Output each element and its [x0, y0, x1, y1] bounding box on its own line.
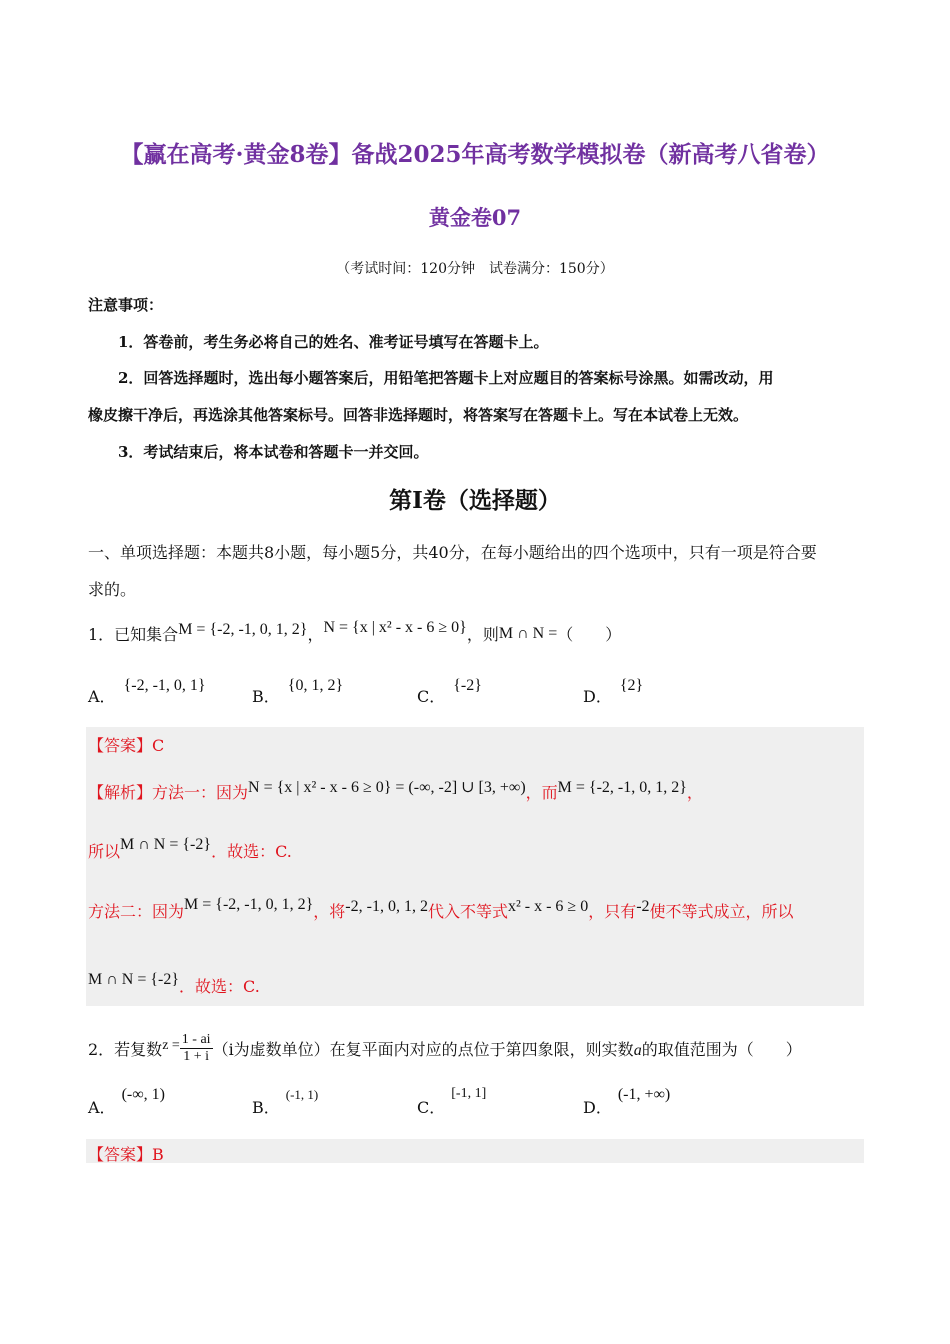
q1-method2-val: -2: [636, 898, 650, 915]
q1-line2-end: ．故选：C.: [211, 842, 292, 861]
q2-option-c-value: [-1, 1]: [451, 1086, 487, 1101]
q1-method2-m: M = {-2, -1, 0, 1, 2}: [184, 896, 314, 913]
q1-method1-m: M = {-2, -1, 0, 1, 2}: [557, 779, 687, 796]
q1-analysis-label: 【解析】: [88, 783, 153, 802]
q2-option-a[interactable]: [88, 1086, 165, 1118]
q1-method1-mid: ，而: [525, 783, 558, 802]
q2-z-eq: z =: [162, 1038, 180, 1053]
question-1: [88, 619, 622, 645]
exam-subtitle: 黄金卷07: [428, 205, 522, 230]
section-instructions-line2: 求的。: [88, 580, 137, 599]
q1-option-b[interactable]: [252, 677, 344, 707]
q1-method1-n: N = {x | x² - x - 6 ≥ 0} = (-∞, -2] ∪ [3, +∞): [248, 779, 526, 796]
q2-var-a: a: [633, 1042, 642, 1059]
q1-analysis-line2: [88, 836, 292, 862]
q1-option-d[interactable]: [583, 677, 644, 707]
q2-prefix: 2．若复数: [88, 1040, 163, 1059]
exam-title: 【赢在高考·黄金8卷】备战2025年高考数学模拟卷（新高考八省卷）: [120, 141, 830, 168]
q1-analysis-line3: [88, 896, 794, 922]
q1-answer-box: [86, 727, 864, 1006]
q1-option-c-label: C．: [417, 687, 446, 706]
q1-line2-prefix: 所以: [88, 842, 121, 861]
q2-text: （i为虚数单位）在复平面内对应的点位于第四象限，则实数: [212, 1040, 634, 1059]
q1-set-n: N = {x | x² - x - 6 ≥ 0}: [323, 619, 467, 636]
q2-answer-box: [86, 1139, 864, 1163]
q1-method2-end: 使不等式成立，所以: [649, 902, 794, 921]
q2-frac-numerator: 1 - ai: [181, 1032, 211, 1047]
q1-option-a[interactable]: [88, 677, 206, 707]
q1-then: ，则: [466, 625, 499, 644]
q2-text-end: 的取值范围为（ ）: [641, 1040, 802, 1059]
q1-answer-label: 【答案】: [88, 736, 153, 755]
q1-option-c-value: {-2}: [453, 677, 482, 694]
q2-option-a-label: A．: [88, 1098, 116, 1117]
notice-item-3: 3．考试结束后，将本试卷和答题卡一并交回。: [118, 443, 429, 461]
q1-comma: ，: [307, 625, 324, 644]
q1-answer-value: C: [152, 736, 165, 755]
q2-option-b[interactable]: [252, 1087, 319, 1118]
q1-set-m: M = {-2, -1, 0, 1, 2}: [178, 621, 308, 638]
q1-method1-text: 方法一：因为: [152, 783, 249, 802]
q2-answer-label: 【答案】: [88, 1145, 153, 1164]
q2-option-d-label: D．: [583, 1098, 612, 1117]
q2-option-b-value: (-1, 1): [285, 1087, 319, 1102]
notice-heading: 注意事项：: [88, 296, 164, 314]
q1-method2-text: 方法二：因为: [88, 902, 185, 921]
q1-analysis-line1: [88, 780, 703, 803]
q1-option-a-value: {-2, -1, 0, 1}: [123, 677, 206, 694]
q2-fraction: [180, 1032, 213, 1065]
q1-intersect: M ∩ N =: [498, 625, 558, 642]
q1-option-d-label: D．: [583, 687, 612, 706]
q1-line4-end: ．故选：C.: [179, 977, 260, 996]
q2-answer-value: B: [152, 1145, 164, 1164]
q1-line4-math: M ∩ N = {-2}: [88, 971, 180, 988]
q2-option-b-label: B．: [252, 1098, 280, 1117]
notice-item-1: 1．答卷前，考生务必将自己的姓名、准考证号填写在答题卡上。: [118, 333, 549, 351]
q2-frac-denominator: 1 + i: [183, 1049, 210, 1064]
exam-time-note: （考试时间：120分钟 试卷满分：150分）: [336, 261, 614, 277]
q1-method2-mid1: ，将: [313, 902, 346, 921]
q1-option-a-label: A．: [88, 687, 116, 706]
q1-method1-end: ，: [686, 783, 703, 802]
q1-prefix: 1．已知集合: [88, 625, 179, 644]
q2-option-c-label: C．: [417, 1098, 446, 1117]
q1-blank: （ ）: [557, 625, 622, 644]
q1-answer: [88, 733, 164, 756]
q1-option-b-value: {0, 1, 2}: [287, 677, 344, 694]
q1-option-b-label: B．: [252, 687, 280, 706]
q1-method2-ineq: x² - x - 6 ≥ 0: [507, 898, 589, 915]
q1-analysis-line4: [88, 971, 260, 997]
section-title: 第I卷（选择题）: [389, 487, 561, 514]
q1-option-c[interactable]: [417, 677, 482, 707]
q2-option-d[interactable]: [583, 1086, 671, 1118]
section-instructions-line1: 一、单项选择题：本题共8小题，每小题5分，共40分，在每小题给出的四个选项中，只有一项是符合要: [88, 543, 817, 562]
q1-method2-mid3: ，只有: [588, 902, 637, 921]
q2-option-a-value: (-∞, 1): [121, 1086, 165, 1103]
q2-answer: [88, 1142, 164, 1165]
q2-option-d-value: (-1, +∞): [617, 1086, 671, 1103]
q1-option-d-value: {2}: [619, 677, 644, 694]
q1-line2-math: M ∩ N = {-2}: [120, 836, 212, 853]
q1-method2-vals: -2, -1, 0, 1, 2: [345, 898, 428, 915]
question-2: [88, 1034, 802, 1067]
q1-method2-mid2: 代入不等式: [427, 902, 508, 921]
notice-item-2-line2: 橡皮擦干净后，再选涂其他答案标号。回答非选择题时，将答案写在答题卡上。写在本试卷上无效。: [88, 406, 749, 424]
notice-item-2-line1: 2．回答选择题时，选出每小题答案后，用铅笔把答题卡上对应题目的答案标号涂黑。如需改动，用: [118, 369, 774, 387]
q2-option-c[interactable]: [417, 1086, 487, 1118]
